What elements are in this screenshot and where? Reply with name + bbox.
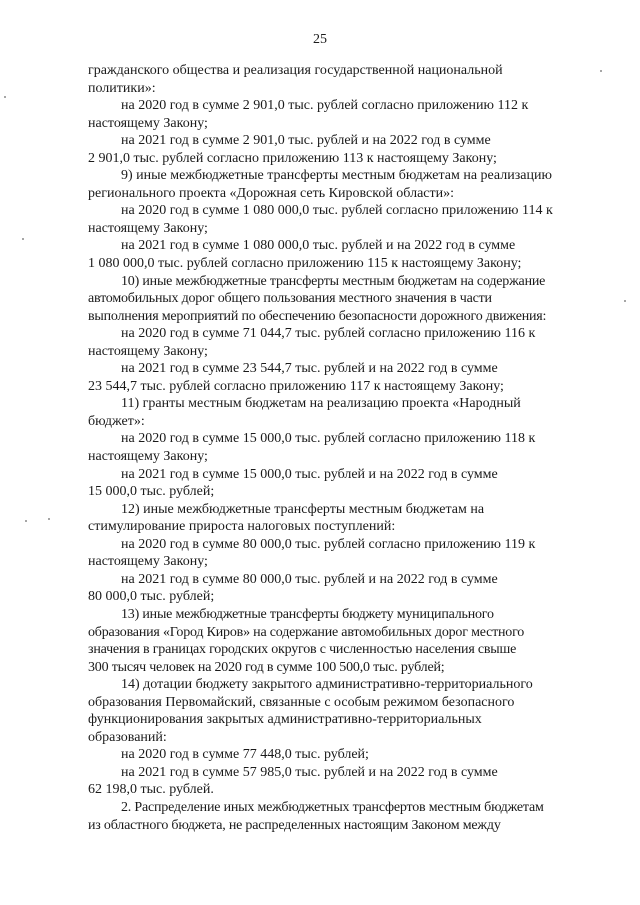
paragraph: 14) дотации бюджету закрытого административно-территориального образования Первомайский, связанные с особым режимом безопасного функционирования закрытых административно-территориальных образований: xyxy=(88,677,533,745)
paragraph: на 2020 год в сумме 77 448,0 тыс. рублей; xyxy=(121,747,369,763)
scan-speck xyxy=(22,238,24,240)
paragraph: 9) иные межбюджетные трансферты местным бюджетам на реализацию регионального проекта «Дорожная сеть Кировской области»: xyxy=(88,168,552,201)
paragraph: 2. Распределение иных межбюджетных трансфертов местным бюджетам из областного бюджета, не распределенных настоящим Законом между xyxy=(88,799,544,833)
paragraph: 12) иные межбюджетные трансферты местным бюджетам на стимулирование прироста налоговых поступлений: xyxy=(88,501,485,535)
paragraph: на 2021 год в сумме 15 000,0 тыс. рублей и на 2022 год в сумме 15 000,0 тыс. рублей; xyxy=(88,466,498,500)
paragraph: на 2020 год в сумме 80 000,0 тыс. рублей согласно приложению 119 к настоящему Закону; xyxy=(88,536,536,570)
paragraph: на 2020 год в сумме 15 000,0 тыс. рублей согласно приложению 118 к настоящему Закону; xyxy=(88,431,536,465)
paragraph: 13) иные межбюджетные трансферты бюджету муниципального образования «Город Киров» на содержание автомобильных дорог местного значения в границах городских округов с численностью населения свыше 300 тысяч человек на 2020 год в сумме 100 500,0 тыс. рублей; xyxy=(88,606,525,675)
scan-speck xyxy=(624,300,626,302)
paragraph: на 2021 год в сумме 23 544,7 тыс. рублей и на 2022 год в сумме 23 544,7 тыс. рублей согласно приложению 117 к настоящему Закону; xyxy=(88,361,504,394)
paragraph: на 2020 год в сумме 71 044,7 тыс. рублей согласно приложению 116 к настоящему Закону; xyxy=(88,326,536,359)
scan-speck xyxy=(600,70,602,72)
paragraph: гражданского общества и реализация государственной национальной политики»: xyxy=(88,63,503,96)
paragraph: 11) гранты местным бюджетам на реализацию проекта «Народный бюджет»: xyxy=(88,396,521,429)
scan-speck xyxy=(48,518,50,520)
paragraph: на 2020 год в сумме 2 901,0 тыс. рублей согласно приложению 112 к настоящему Закону; xyxy=(88,98,529,131)
paragraph: 10) иные межбюджетные трансферты местным бюджетам на содержание автомобильных дорог общего пользования местного значения в части выполнения мероприятий по обеспечению безопасности дорожного движения: xyxy=(88,273,547,324)
paragraph: на 2020 год в сумме 1 080 000,0 тыс. рублей согласно приложению 114 к настоящему Закону; xyxy=(88,203,553,236)
paragraph: на 2021 год в сумме 2 901,0 тыс. рублей и на 2022 год в сумме 2 901,0 тыс. рублей согласно приложению 113 к настоящему Закону; xyxy=(88,133,497,166)
page-number: 25 xyxy=(313,32,327,47)
document-body xyxy=(88,62,586,834)
paragraph: на 2021 год в сумме 1 080 000,0 тыс. рублей и на 2022 год в сумме 1 080 000,0 тыс. рублей согласно приложению 115 к настоящему Закону; xyxy=(88,238,522,272)
paragraph: на 2021 год в сумме 80 000,0 тыс. рублей и на 2022 год в сумме 80 000,0 тыс. рублей; xyxy=(88,571,498,605)
scan-speck xyxy=(25,520,27,522)
paragraph: на 2021 год в сумме 57 985,0 тыс. рублей и на 2022 год в сумме 62 198,0 тыс. рублей. xyxy=(88,764,498,798)
scan-speck xyxy=(4,96,6,98)
